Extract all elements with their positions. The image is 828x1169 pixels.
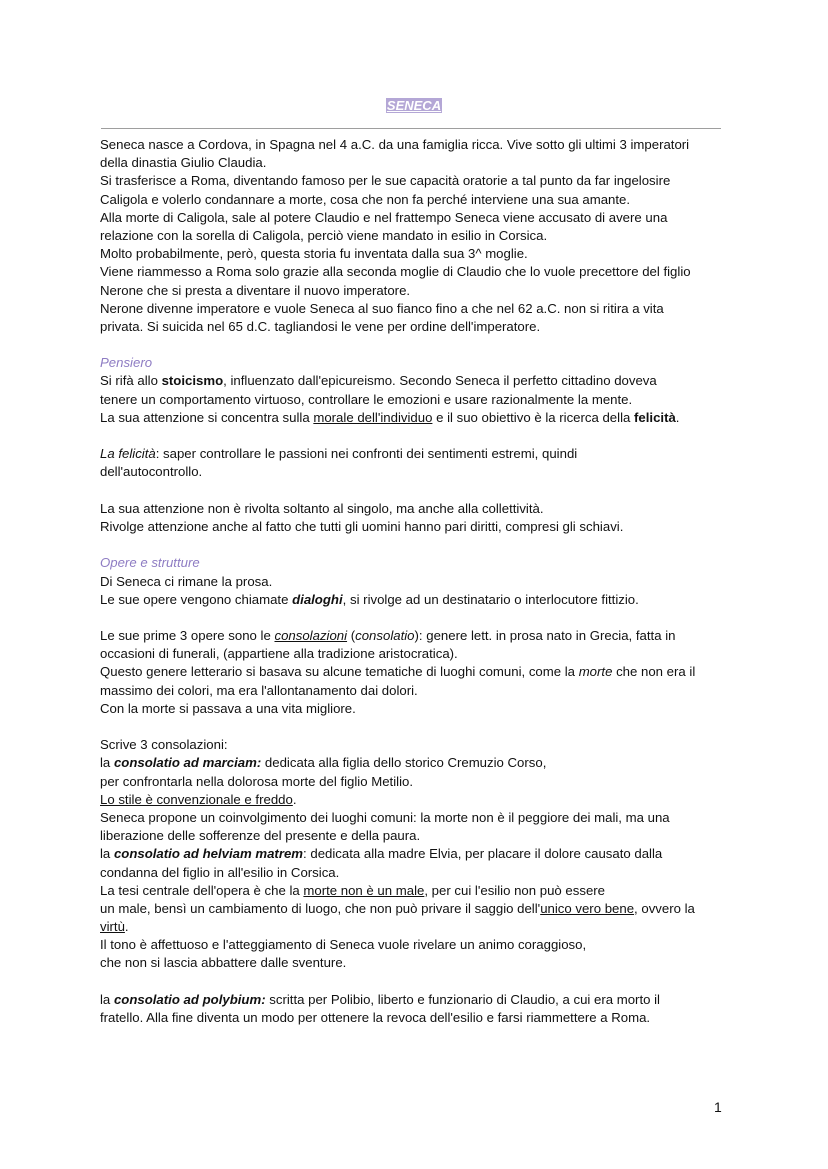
underlined-phrase: virtù [100, 919, 125, 935]
text-line: che non si lascia abbattere dalle sventure. [100, 955, 347, 971]
text-line: Viene riammesso a Roma solo grazie alla seconda moglie di Claudio che lo vuole precettore del figlio [100, 264, 691, 280]
page-number: 1 [714, 1099, 722, 1115]
text-line: Molto probabilmente, però, questa storia fu inventata dalla sua 3^ moglie. [100, 246, 528, 262]
text-line: La tesi centrale dell'opera è che la morte non è un male, per cui l'esilio non può essere [100, 882, 606, 898]
text-line: Lo stile è convenzionale e freddo. [100, 791, 297, 807]
text-line: Scrive 3 consolazioni: [100, 737, 228, 753]
underlined-phrase: morte non è un male [303, 882, 425, 898]
section-heading-pensiero: Pensiero [100, 355, 153, 371]
text-line: La sua attenzione si concentra sulla morale dell'individuo e il suo obiettivo è la ricerca della felicità. [100, 409, 680, 425]
text-line: Seneca propone un coinvolgimento dei luoghi comuni: la morte non è il peggiore dei mali, ma una [100, 809, 670, 825]
text-line: occasioni di funerali, (appartiene alla tradizione aristocratica). [100, 646, 458, 662]
text-line: dell'autocontrollo. [100, 464, 203, 480]
text-line: La felicità: saper controllare le passioni nei confronti dei sentimenti estremi, quindi [100, 446, 578, 462]
text-line: relazione con la sorella di Caligola, perciò viene mandato in esilio in Corsica. [100, 227, 548, 243]
text-line: Rivolge attenzione anche al fatto che tutti gli uomini hanno pari diritti, compresi gli schiavi. [100, 518, 624, 534]
text-line: la consolatio ad polybium: scritta per Polibio, liberto e funzionario di Claudio, a cui era morto il [100, 991, 660, 1007]
text-line: Questo genere letterario si basava su alcune tematiche di luoghi comuni, come la morte che non era il [100, 664, 696, 680]
work-title-polybium: consolatio ad polybium: [113, 991, 266, 1007]
text-line: Alla morte di Caligola, sale al potere Claudio e nel frattempo Seneca viene accusato di avere una [100, 209, 668, 225]
title-text: SENECA [386, 98, 442, 113]
underlined-phrase: morale dell'individuo [313, 409, 433, 425]
text-line: un male, bensì un cambiamento di luogo, che non può privare il saggio dell'unico vero bene, ovvero la [100, 900, 695, 916]
text-line: la consolatio ad marciam: dedicata alla figlia dello storico Cremuzio Corso, [100, 755, 547, 771]
underlined-phrase: Lo stile è convenzionale e freddo [100, 791, 293, 807]
text-line: Nerone che si presta a diventare il nuovo imperatore. [100, 282, 411, 298]
text-line: La sua attenzione non è rivolta soltanto al singolo, ma anche alla collettività. [100, 500, 544, 516]
page-title [0, 98, 828, 113]
work-title-marciam: consolatio ad marciam: [113, 755, 262, 771]
text-line: massimo dei colori, ma era l'allontanamento dai dolori. [100, 682, 418, 698]
text-line: Nerone divenne imperatore e vuole Seneca al suo fianco fino a che nel 62 a.C. non si ritira a vita [100, 300, 664, 316]
text-line: Di Seneca ci rimane la prosa. [100, 573, 273, 589]
text-line: Si trasferisce a Roma, diventando famoso per le sue capacità oratorie a tal punto da far ingelosire [100, 173, 671, 189]
term-felicita: La felicità [100, 446, 156, 462]
keyword-stoicismo: stoicismo [161, 373, 224, 389]
text-line: della dinastia Giulio Claudia. [100, 155, 267, 171]
text-line: per confrontarla nella dolorosa morte del figlio Metilio. [100, 773, 413, 789]
section-heading-opere: Opere e strutture [100, 555, 200, 571]
text-line: la consolatio ad helviam matrem: dedicata alla madre Elvia, per placare il dolore causato dalla [100, 846, 663, 862]
text-line: Caligola e volerlo condannare a morte, cosa che non fa perché interviene una sua amante. [100, 191, 631, 207]
text-line: condanna del figlio in all'esilio in Corsica. [100, 864, 340, 880]
keyword-dialoghi: dialoghi [292, 591, 343, 607]
text-line: Le sue prime 3 opere sono le consolazioni (consolatio): genere lett. in prosa nato in Grecia, fatta in [100, 628, 676, 644]
text-line: fratello. Alla fine diventa un modo per ottenere la revoca dell'esilio e farsi riammettere a Roma. [100, 1010, 651, 1025]
text-line: virtù. [100, 919, 129, 935]
text-line: Con la morte si passava a una vita migliore. [100, 700, 356, 716]
text-line: tenere un comportamento virtuoso, controllare le emozioni e usare razionalmente la mente. [100, 391, 633, 407]
underlined-phrase: unico vero bene [540, 900, 635, 916]
text-line: Seneca nasce a Cordova, in Spagna nel 4 a.C. da una famiglia ricca. Vive sotto gli ultimi 3 imperatori [100, 137, 690, 152]
keyword-felicita: felicità [634, 409, 676, 425]
work-title-helviam: consolatio ad helviam matrem [113, 846, 304, 862]
text-line: privata. Si suicida nel 65 d.C. tagliandosi le vene per ordine dell'imperatore. [100, 318, 541, 334]
text-line: Si rifà allo stoicismo, influenzato dall'epicureismo. Secondo Seneca il perfetto cittadino doveva [100, 373, 657, 389]
text-line: Il tono è affettuoso e l'atteggiamento di Seneca vuole rivelare un animo coraggioso, [100, 937, 587, 953]
title-divider [101, 128, 721, 129]
term-consolazioni: consolazioni [274, 628, 348, 644]
text-line: liberazione delle sofferenze del presente e della paura. [100, 828, 421, 844]
text-line: Le sue opere vengono chiamate dialoghi, si rivolge ad un destinatario o interlocutore fittizio. [100, 591, 639, 607]
document-body [100, 136, 740, 1027]
